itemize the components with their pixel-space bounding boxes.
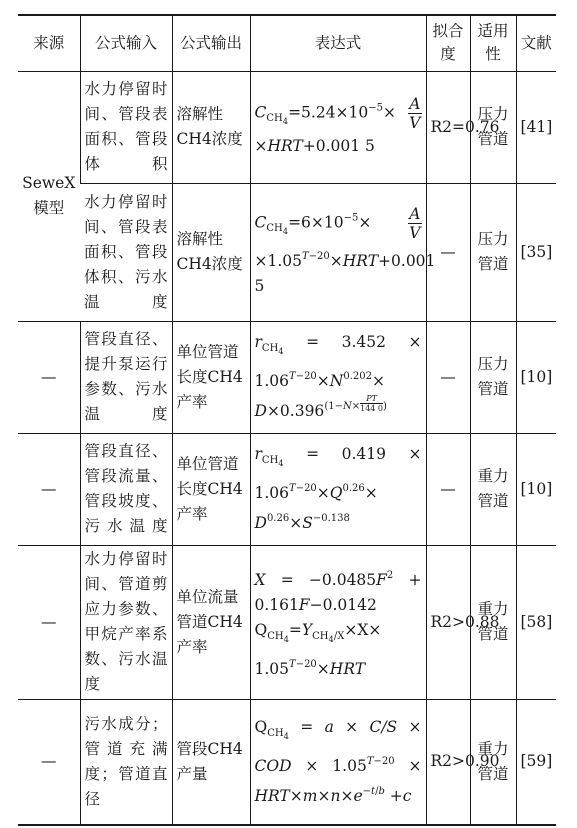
cell-expression: $X = -0.0485F^2 + 0.161F-0.0142$ $Q_{CH_4}=Y_{CH_4/X}\times X\times 1.05^{T-20}\times HRT$ [250, 545, 426, 699]
cell-input: 水力停留时间、管段表面积、管段体积 [80, 71, 172, 183]
cell-output: 单位流量管道CH4产率 [172, 545, 250, 699]
cell-output: 单位管道长度CH4产率 [172, 433, 250, 545]
cell-fit: — [426, 433, 470, 545]
cell-reference: [10] [516, 321, 556, 433]
cell-output: 溶解性CH4浓度 [172, 183, 250, 321]
cell-input: 管段直径、管段流量、管段坡度、污水温度 [80, 433, 172, 545]
header-fit: 拟合度 [426, 15, 470, 71]
cell-reference: [41] [516, 71, 556, 183]
cell-expression: $C_{CH_4}=5.24\times 10^{-5}\times$ $\frac{A}{V}$ ×HRT+0.001 5 [250, 71, 426, 183]
cell-fit: R2>0.88 [426, 545, 470, 699]
header-reference: 文献 [516, 15, 556, 71]
cell-reference: [10] [516, 433, 556, 545]
cell-expression: $Q_{CH_4} = a \times C/S$ × COD × $1.05^{T-20} \times HRT\times m\times n\times e^{-t/b} +c$ [250, 699, 426, 825]
methane-formula-table [18, 14, 556, 826]
cell-expression: $r_{CH_4} = 0.419 \times 1.06^{T-20}\times Q^{0.26}\times D^{0.26}\times S^{-0.138}$ [250, 433, 426, 545]
cell-reference: [58] [516, 545, 556, 699]
cell-input: 水力停留时间、管道剪应力参数、甲烷产率系数、污水温度 [80, 545, 172, 699]
cell-reference: [59] [516, 699, 556, 825]
header-output: 公式输出 [172, 15, 250, 71]
table-row [18, 183, 556, 321]
cell-scope: 重力管道 [470, 699, 516, 825]
cell-expression: $r_{CH_4} = 3.452 \times 1.06^{T-20}\times N^{0.202}\times D\times 0.396^{(1-N\times}$ $\frac{PT}{144 0}$ ) [250, 321, 426, 433]
cell-scope: 压力管道 [470, 321, 516, 433]
cell-source: SeweX模型 [22, 174, 76, 217]
cell-scope: 压力管道 [470, 183, 516, 321]
cell-scope: 重力管道 [470, 433, 516, 545]
header-expression: 表达式 [250, 15, 426, 71]
header-scope: 适用性 [470, 15, 516, 71]
cell-input: 污水成分；管道充满度；管道直径 [80, 699, 172, 825]
cell-reference: [35] [516, 183, 556, 321]
cell-output: 单位管道长度CH4产率 [172, 321, 250, 433]
header-source: 来源 [18, 15, 80, 71]
table-row [18, 699, 556, 825]
cell-fit: R2=0.76 [426, 71, 470, 183]
cell-scope: 重力管道 [470, 545, 516, 699]
cell-fit: — [426, 321, 470, 433]
header-row [18, 15, 556, 71]
cell-source: — [18, 545, 80, 699]
cell-scope: 压力管道 [470, 71, 516, 183]
cell-output: 管段CH4产量 [172, 699, 250, 825]
table-row [18, 71, 556, 183]
cell-fit: — [426, 183, 470, 321]
cell-source: — [18, 321, 80, 433]
table-row [18, 321, 556, 433]
table-row [18, 433, 556, 545]
cell-input: 水力停留时间、管段表面积、管段体积、污水温度 [80, 183, 172, 321]
cell-fit: R2>0.90 [426, 699, 470, 825]
cell-source: — [18, 433, 80, 545]
cell-source: — [18, 699, 80, 825]
cell-expression: $C_{CH_4}=6\times 10^{-5}\times$ $\frac{A}{V}$ $\times 1.05^{T-20}\times HRT+0.001$ 5 [250, 183, 426, 321]
table-row [18, 545, 556, 699]
cell-output: 溶解性CH4浓度 [172, 71, 250, 183]
cell-input: 管段直径、提升泵运行参数、污水温度 [80, 321, 172, 433]
header-input: 公式输入 [80, 15, 172, 71]
